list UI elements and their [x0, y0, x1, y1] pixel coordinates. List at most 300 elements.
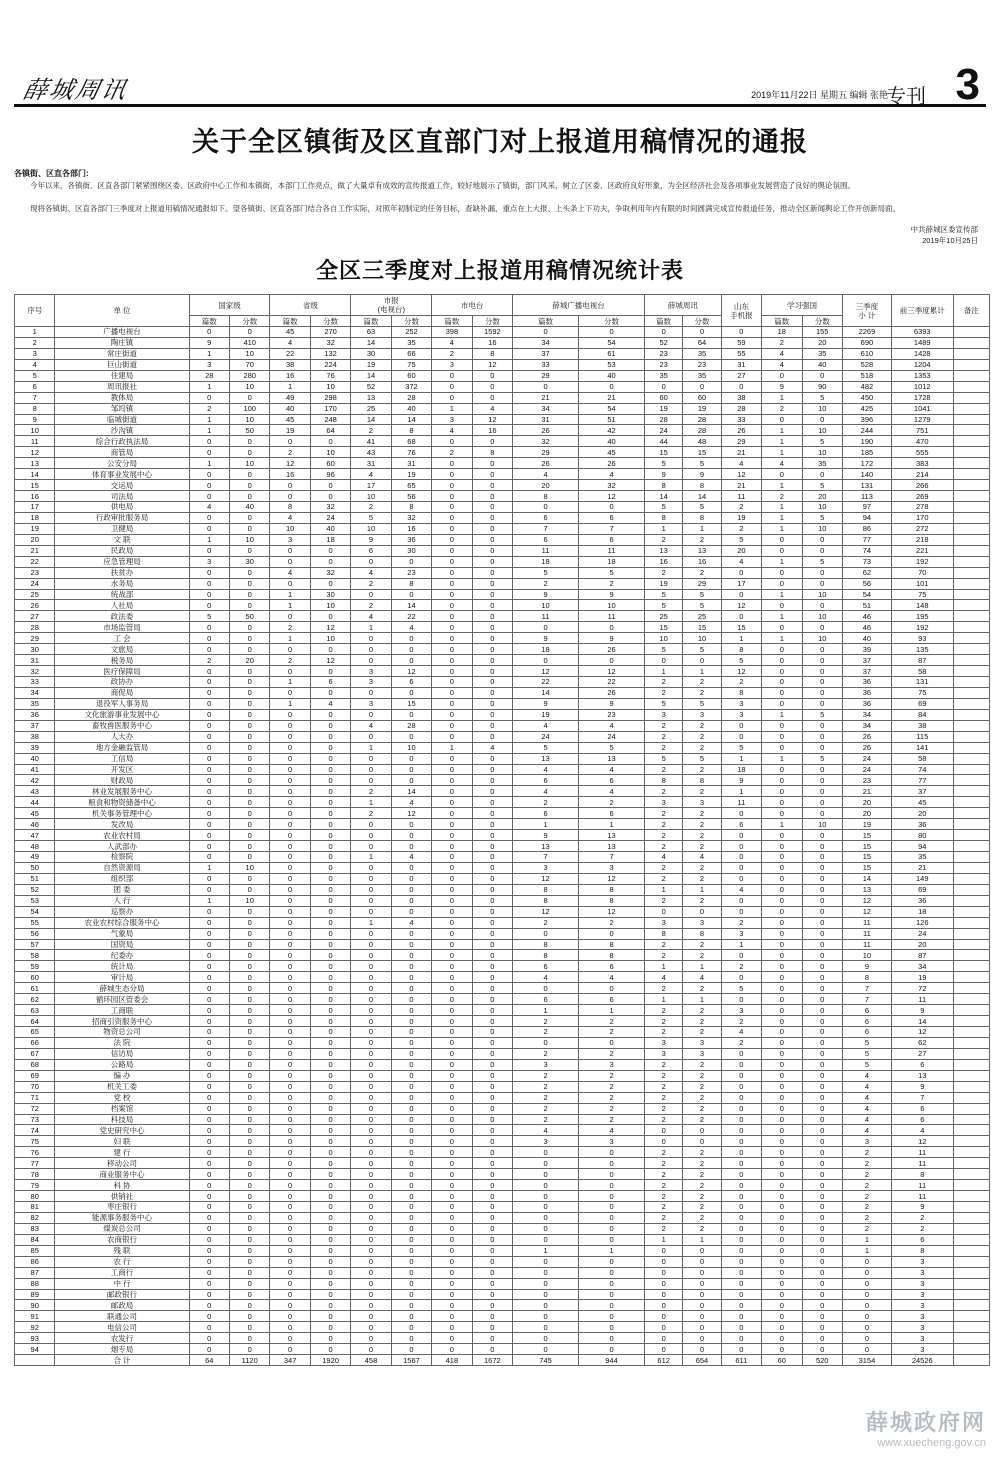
row-cell: 0 [189, 698, 229, 709]
row-cell: 0 [762, 972, 802, 983]
row-cell: 0 [229, 961, 269, 972]
row-cell [953, 611, 989, 622]
row-cell [953, 1005, 989, 1016]
total-cell: 612 [645, 1355, 683, 1366]
row-cell [953, 337, 989, 348]
row-cell: 0 [270, 1311, 310, 1322]
row-cell: 4 [842, 1103, 891, 1114]
row-cell: 0 [802, 797, 842, 808]
row-cell: 0 [229, 950, 269, 961]
table-row [15, 1191, 990, 1202]
row-cell: 0 [351, 764, 391, 775]
subheader-pieces: 篇数 [432, 316, 472, 327]
row-cell: 3 [891, 1289, 953, 1300]
row-cell: 54 [579, 403, 645, 414]
row-cell: 190 [842, 436, 891, 447]
row-cell [953, 600, 989, 611]
row-cell: 0 [721, 1267, 761, 1278]
row-cell: 1 [579, 819, 645, 830]
total-cell: 1120 [229, 1355, 269, 1366]
row-cell: 2 [683, 1027, 721, 1038]
row-cell: 0 [189, 436, 229, 447]
row-cell: 0 [310, 644, 350, 655]
row-cell: 192 [891, 622, 953, 633]
header-sd-app-sub: 手机报 [730, 310, 753, 320]
row-cell: 8 [579, 950, 645, 961]
row-cell: 0 [310, 1311, 350, 1322]
row-cell: 36 [842, 687, 891, 698]
row-cell: 0 [351, 862, 391, 873]
row-cell: 4 [513, 720, 579, 731]
row-cell: 4 [432, 337, 472, 348]
row-cell: 6 [842, 1027, 891, 1038]
row-cell: 2 [683, 567, 721, 578]
row-cell: 2 [513, 1048, 579, 1059]
row-cell: 248 [310, 414, 350, 425]
row-cell: 0 [802, 1223, 842, 1234]
row-cell: 0 [310, 1125, 350, 1136]
row-cell: 15 [842, 852, 891, 863]
row-unit: 巨山街道 [55, 359, 189, 370]
table-row [15, 862, 990, 873]
row-cell: 528 [842, 359, 891, 370]
row-cell: 0 [513, 983, 579, 994]
row-cell: 0 [270, 709, 310, 720]
row-cell: 54 [842, 589, 891, 600]
row-cell: 0 [391, 589, 431, 600]
row-cell: 2 [645, 830, 683, 841]
row-cell: 84 [891, 709, 953, 720]
row-cell: 0 [189, 961, 229, 972]
table-row [15, 611, 990, 622]
row-cell: 1 [762, 633, 802, 644]
row-cell: 0 [802, 666, 842, 677]
paragraph-2: 现将各镇街、区直各部门三季度对上报道用稿情况通报如下。望各镇街、区直各部门结合各自工作实际，对照年初制定的任务目标，查缺补漏，重点在上大报、上头条上下功夫，争取利用年内有限的时间圆满完成宣传报道任务，推动全区新闻舆论工作开创新局面。 [30, 204, 900, 213]
row-unit: 建 行 [55, 1147, 189, 1158]
row-cell: 0 [762, 644, 802, 655]
row-cell: 2 [645, 1212, 683, 1223]
table-row [15, 950, 990, 961]
row-cell [953, 1278, 989, 1289]
table-row [15, 797, 990, 808]
row-cell: 224 [310, 359, 350, 370]
row-cell: 0 [270, 852, 310, 863]
row-cell: 63 [351, 327, 391, 338]
row-cell: 172 [842, 458, 891, 469]
row-cell [953, 381, 989, 392]
row-cell: 31 [391, 458, 431, 469]
row-cell: 0 [472, 1059, 512, 1070]
row-cell: 0 [432, 578, 472, 589]
row-cell: 7 [842, 994, 891, 1005]
row-cell: 5 [683, 589, 721, 600]
row-cell: 0 [802, 1059, 842, 1070]
row-cell: 0 [270, 1333, 310, 1344]
row-cell: 0 [270, 436, 310, 447]
row-cell: 0 [432, 819, 472, 830]
row-cell: 0 [270, 1081, 310, 1092]
row-cell: 0 [310, 972, 350, 983]
row-cell: 0 [310, 1037, 350, 1048]
row-seq: 9 [15, 414, 55, 425]
row-cell: 0 [762, 775, 802, 786]
row-unit: 电信公司 [55, 1322, 189, 1333]
row-unit: 开发区 [55, 764, 189, 775]
row-cell [953, 709, 989, 720]
row-cell: 0 [229, 972, 269, 983]
row-cell: 5 [645, 458, 683, 469]
row-cell: 214 [891, 469, 953, 480]
row-cell: 0 [270, 961, 310, 972]
row-seq: 78 [15, 1169, 55, 1180]
row-cell: 0 [762, 917, 802, 928]
row-cell: 0 [721, 830, 761, 841]
row-cell: 11 [842, 928, 891, 939]
row-cell: 0 [579, 502, 645, 513]
row-cell: 0 [270, 1344, 310, 1355]
row-cell: 0 [391, 895, 431, 906]
row-cell [953, 917, 989, 928]
row-cell: 0 [432, 556, 472, 567]
row-unit: 人武部办 [55, 841, 189, 852]
row-cell: 0 [762, 994, 802, 1005]
row-cell: 51 [842, 600, 891, 611]
row-cell: 51 [579, 414, 645, 425]
row-cell: 0 [310, 1202, 350, 1213]
row-cell: 0 [513, 327, 579, 338]
table-row [15, 753, 990, 764]
row-cell: 0 [683, 1125, 721, 1136]
table-row [15, 436, 990, 447]
row-cell: 12 [270, 458, 310, 469]
row-cell: 8 [645, 928, 683, 939]
row-cell: 0 [229, 1136, 269, 1147]
row-cell: 0 [432, 1037, 472, 1048]
row-cell: 2 [721, 961, 761, 972]
row-cell: 0 [391, 764, 431, 775]
row-cell: 0 [472, 1180, 512, 1191]
row-cell: 0 [762, 1169, 802, 1180]
row-cell: 0 [762, 1333, 802, 1344]
row-cell: 0 [310, 1027, 350, 1038]
row-cell: 18 [721, 764, 761, 775]
row-unit: 市场监管局 [55, 622, 189, 633]
row-cell: 0 [513, 1300, 579, 1311]
row-cell: 0 [189, 567, 229, 578]
row-cell: 0 [391, 1037, 431, 1048]
row-cell: 0 [802, 567, 842, 578]
row-cell: 1 [683, 994, 721, 1005]
row-cell: 1 [189, 895, 229, 906]
table-row [15, 1256, 990, 1267]
row-cell: 5 [721, 983, 761, 994]
row-cell: 2 [645, 819, 683, 830]
row-cell: 1 [842, 1234, 891, 1245]
row-cell: 2 [683, 1202, 721, 1213]
row-cell: 20 [842, 808, 891, 819]
row-cell: 0 [802, 545, 842, 556]
row-cell: 0 [472, 862, 512, 873]
row-cell: 0 [189, 939, 229, 950]
row-cell: 20 [891, 808, 953, 819]
row-cell: 0 [513, 1158, 579, 1169]
row-cell: 2 [645, 808, 683, 819]
row-cell: 0 [270, 687, 310, 698]
row-cell: 0 [189, 1037, 229, 1048]
row-cell: 0 [472, 458, 512, 469]
row-cell: 2269 [842, 327, 891, 338]
row-cell [953, 1180, 989, 1191]
row-unit: 移动公司 [55, 1158, 189, 1169]
row-cell: 2 [579, 578, 645, 589]
row-cell: 2 [645, 1223, 683, 1234]
row-cell: 0 [351, 950, 391, 961]
row-cell: 64 [310, 425, 350, 436]
row-cell [953, 1092, 989, 1103]
row-cell [953, 1311, 989, 1322]
row-cell: 0 [310, 731, 350, 742]
row-cell: 0 [579, 1223, 645, 1234]
row-cell: 0 [432, 392, 472, 403]
row-cell: 0 [721, 589, 761, 600]
row-cell: 8 [513, 939, 579, 950]
row-cell: 0 [391, 687, 431, 698]
row-cell: 131 [891, 677, 953, 688]
row-cell: 12 [721, 600, 761, 611]
row-seq: 1 [15, 327, 55, 338]
row-unit: 农 行 [55, 1256, 189, 1267]
row-cell: 0 [683, 1344, 721, 1355]
row-cell: 0 [472, 1103, 512, 1114]
row-cell: 0 [721, 1223, 761, 1234]
row-cell: 21 [721, 480, 761, 491]
row-cell: 2 [270, 447, 310, 458]
row-cell: 26 [579, 644, 645, 655]
row-cell: 0 [229, 633, 269, 644]
row-cell: 5 [645, 698, 683, 709]
row-cell: 0 [432, 775, 472, 786]
row-cell [953, 480, 989, 491]
row-seq: 71 [15, 1092, 55, 1103]
row-cell: 44 [645, 436, 683, 447]
row-unit: 国资局 [55, 939, 189, 950]
row-cell: 0 [762, 687, 802, 698]
row-cell: 0 [472, 1278, 512, 1289]
row-cell: 0 [721, 873, 761, 884]
row-cell [953, 1245, 989, 1256]
table-row [15, 1344, 990, 1355]
row-cell: 0 [310, 819, 350, 830]
row-cell: 1 [270, 381, 310, 392]
row-cell: 2 [683, 1103, 721, 1114]
row-cell: 2 [270, 622, 310, 633]
row-cell: 298 [310, 392, 350, 403]
row-cell: 0 [472, 1016, 512, 1027]
row-cell: 19 [645, 578, 683, 589]
row-cell: 0 [351, 633, 391, 644]
row-cell: 0 [579, 1267, 645, 1278]
row-cell: 0 [472, 731, 512, 742]
row-cell: 33 [721, 414, 761, 425]
row-cell: 0 [762, 1289, 802, 1300]
row-cell: 0 [579, 1191, 645, 1202]
row-cell: 0 [721, 950, 761, 961]
row-seq: 88 [15, 1278, 55, 1289]
row-unit: 商管局 [55, 447, 189, 458]
row-cell: 0 [472, 512, 512, 523]
row-cell: 0 [579, 1333, 645, 1344]
row-cell: 0 [432, 480, 472, 491]
row-cell: 3 [683, 797, 721, 808]
row-cell: 2 [513, 1070, 579, 1081]
row-cell: 8 [513, 491, 579, 502]
row-cell: 0 [472, 1191, 512, 1202]
row-cell: 0 [721, 567, 761, 578]
row-cell: 12 [513, 906, 579, 917]
row-cell: 0 [351, 1202, 391, 1213]
row-cell: 0 [472, 1300, 512, 1311]
row-cell: 4 [391, 622, 431, 633]
row-seq: 34 [15, 687, 55, 698]
row-cell: 0 [229, 939, 269, 950]
row-cell: 0 [762, 567, 802, 578]
row-cell: 40 [310, 523, 350, 534]
total-cell: 1672 [472, 1355, 512, 1366]
row-cell: 0 [229, 1114, 269, 1125]
row-cell: 10 [579, 600, 645, 611]
row-cell: 1 [189, 348, 229, 359]
row-cell: 0 [472, 1169, 512, 1180]
row-cell: 0 [579, 1147, 645, 1158]
row-cell: 0 [391, 1103, 431, 1114]
total-cell: 944 [579, 1355, 645, 1366]
row-cell: 0 [472, 786, 512, 797]
row-cell: 0 [310, 1289, 350, 1300]
table-row [15, 1125, 990, 1136]
row-cell: 0 [513, 1289, 579, 1300]
row-cell: 0 [391, 1234, 431, 1245]
row-cell: 0 [270, 644, 310, 655]
table-row [15, 359, 990, 370]
row-cell: 0 [802, 698, 842, 709]
row-cell: 20 [721, 545, 761, 556]
row-cell: 24 [513, 731, 579, 742]
row-cell: 3 [891, 1278, 953, 1289]
row-seq: 11 [15, 436, 55, 447]
row-cell: 9 [351, 534, 391, 545]
row-cell: 4 [842, 1114, 891, 1125]
table-row [15, 884, 990, 895]
row-cell: 0 [432, 589, 472, 600]
row-cell: 0 [432, 928, 472, 939]
row-seq: 44 [15, 797, 55, 808]
row-cell: 0 [310, 1005, 350, 1016]
row-seq: 3 [15, 348, 55, 359]
row-seq: 31 [15, 655, 55, 666]
row-cell: 1 [351, 742, 391, 753]
row-cell: 2 [721, 1016, 761, 1027]
row-cell: 4 [351, 611, 391, 622]
row-cell: 55 [721, 348, 761, 359]
row-cell: 0 [391, 1158, 431, 1169]
row-cell: 4 [351, 720, 391, 731]
row-cell: 0 [351, 994, 391, 1005]
row-cell: 266 [891, 480, 953, 491]
row-cell: 0 [270, 1005, 310, 1016]
row-cell: 3 [891, 1333, 953, 1344]
row-cell: 0 [842, 1300, 891, 1311]
header-city-paper-label: 市报 [383, 296, 399, 305]
row-cell: 0 [472, 709, 512, 720]
row-cell: 11 [579, 545, 645, 556]
row-cell: 13 [891, 1070, 953, 1081]
row-cell: 5 [645, 753, 683, 764]
row-cell: 1 [721, 633, 761, 644]
row-cell: 0 [472, 884, 512, 895]
row-cell: 0 [472, 972, 512, 983]
row-cell: 2 [842, 1223, 891, 1234]
row-unit: 人大办 [55, 731, 189, 742]
row-cell: 0 [802, 972, 842, 983]
row-cell: 2 [721, 1037, 761, 1048]
row-cell: 0 [762, 764, 802, 775]
row-cell: 0 [270, 578, 310, 589]
row-cell: 0 [472, 589, 512, 600]
row-cell: 1 [432, 403, 472, 414]
row-cell: 10 [310, 633, 350, 644]
row-cell: 10 [513, 600, 579, 611]
row-cell: 0 [762, 677, 802, 688]
row-cell: 0 [351, 655, 391, 666]
row-cell: 0 [579, 1202, 645, 1213]
row-cell: 0 [802, 873, 842, 884]
row-cell: 10 [229, 381, 269, 392]
row-cell [953, 1212, 989, 1223]
row-cell: 5 [802, 436, 842, 447]
row-cell: 12 [842, 906, 891, 917]
row-cell: 8 [683, 775, 721, 786]
row-cell: 2 [645, 687, 683, 698]
row-cell: 5 [683, 458, 721, 469]
row-cell: 0 [579, 1289, 645, 1300]
row-cell: 5 [842, 1037, 891, 1048]
row-cell: 0 [721, 808, 761, 819]
row-cell: 21 [513, 392, 579, 403]
row-cell [953, 994, 989, 1005]
row-cell: 0 [802, 1234, 842, 1245]
row-cell: 4 [762, 458, 802, 469]
row-unit: 供销社 [55, 1191, 189, 1202]
row-unit: 地方金融监管局 [55, 742, 189, 753]
subheader-score: 分数 [472, 316, 512, 327]
table-row [15, 403, 990, 414]
row-cell: 1 [762, 611, 802, 622]
row-cell: 2 [579, 1114, 645, 1125]
row-cell: 24 [645, 425, 683, 436]
row-cell: 0 [472, 469, 512, 480]
row-cell: 0 [189, 1114, 229, 1125]
row-cell: 0 [472, 873, 512, 884]
row-unit: 团 委 [55, 884, 189, 895]
row-cell: 0 [721, 1191, 761, 1202]
row-cell: 0 [472, 1322, 512, 1333]
row-cell: 0 [432, 906, 472, 917]
row-cell: 5 [579, 742, 645, 753]
row-cell: 6 [891, 1114, 953, 1125]
sign-date: 2019年10月25日 [922, 236, 978, 245]
row-cell: 0 [189, 1289, 229, 1300]
row-cell: 4 [472, 742, 512, 753]
